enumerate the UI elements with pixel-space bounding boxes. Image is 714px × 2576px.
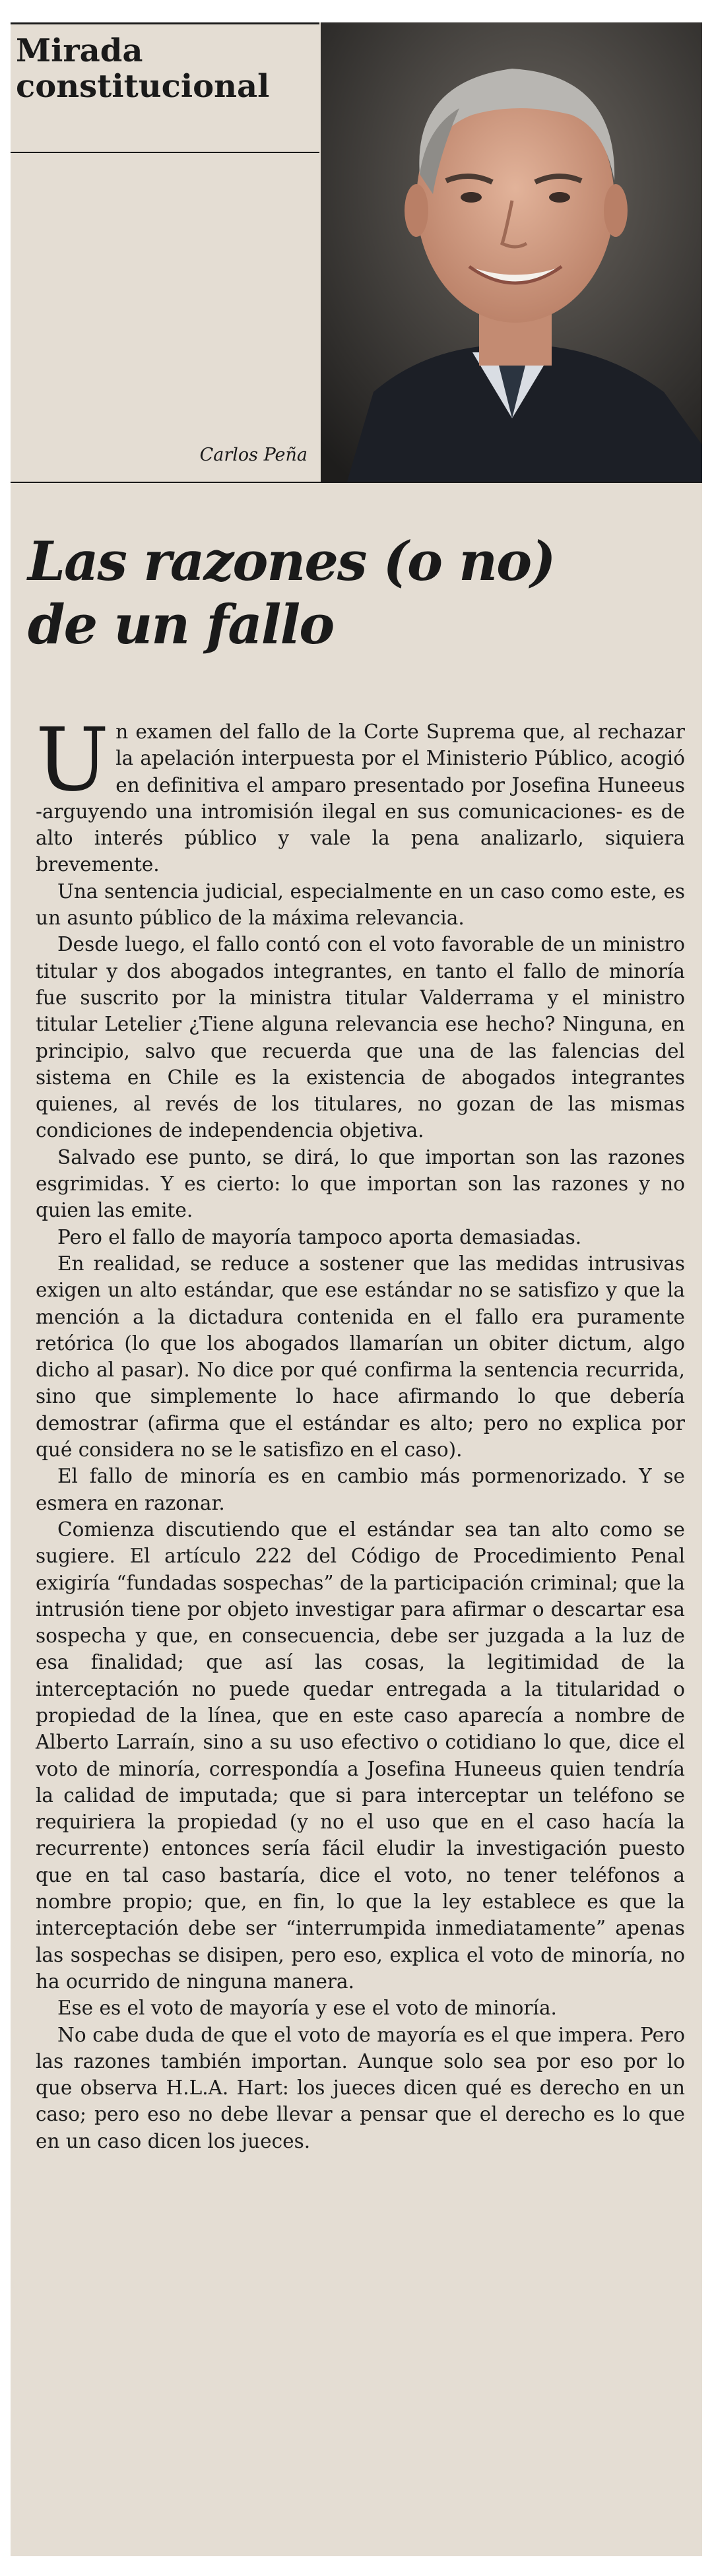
- lead-text: n examen del fallo de la Corte Suprema que, al rechazar la apelación interpuesta por el Ministerio Público, acogió en definitiva el amparo presentado por Josefina Huneeus -arguyendo una intromisión ilegal en sus comunicaciones- es de alto interés público y vale la pena analizarlo, siquiera brevemente.: [36, 721, 685, 876]
- author-photo: [321, 22, 702, 482]
- column-panel: [11, 22, 702, 2556]
- body-paragraph: En realidad, se reduce a sostener que las medidas intrusivas exigen un alto estándar, que ese estándar no se satisfizo y que la mención a la dictadura contenida en el fallo era puramente retórica (lo que los abogados llamarían un obiter dictum, algo dicho al pasar). No dice por qué confirma la sentencia recurrida, sino que simplemente lo hace afirmando lo que debería demostrar (afirma que el estándar es alto; pero no explica por qué considera no se le satisfizo en el caso).: [36, 1252, 685, 1462]
- section-label: Mirada constitucional: [16, 32, 270, 105]
- body-paragraph: Salvado ese punto, se dirá, lo que importan son las razones esgrimidas. Y es cierto: lo que importan son las razones y no quien las emite.: [36, 1145, 685, 1222]
- body-paragraph: El fallo de minoría es en cambio más pormenorizado. Y se esmera en razonar.: [36, 1465, 685, 1514]
- body-paragraph: Desde luego, el fallo contó con el voto favorable de un ministro titular y dos abogados integrantes, en tanto el fallo de minoría fue suscrito por la ministra titular Valderrama y el ministro titular Letelier ¿Tiene alguna relevancia ese hecho? Ninguna, en principio, salvo que recuerda que una de las falencias del sistema en Chile es la existencia de abogados integrantes quienes, al revés de los titulares, no gozan de las mismas condiciones de independencia objetiva.: [36, 933, 685, 1142]
- body-paragraph: Pero el fallo de mayoría tampoco aporta demasiadas.: [57, 1225, 582, 1248]
- author-byline: Carlos Peña: [199, 445, 308, 465]
- headline-line-2: de un fallo: [28, 594, 334, 657]
- article-body: [36, 709, 685, 2154]
- header-rule: [11, 22, 319, 24]
- drop-cap: U: [36, 709, 110, 811]
- body-paragraph: No cabe duda de que el voto de mayoría es el que impera. Pero las razones también importan. Aunque solo sea por eso por lo que observa H.L.A. Hart: los jueces dicen qué es derecho en un caso; pero eso no debe llevar a pensar que el derecho es lo que en un caso dicen los jueces.: [36, 2023, 685, 2152]
- header-divider: [11, 482, 702, 483]
- body-paragraph: Una sentencia judicial, especialmente en un caso como este, es un asunto público de la máxima relevancia.: [36, 880, 685, 930]
- section-rule: [11, 152, 319, 153]
- body-paragraph: Comienza discutiendo que el estándar sea tan alto como se sugiere. El artículo 222 del Código de Procedimiento Penal exigiría “fundadas sospechas” de la participación criminal; que la intrusión tiene por objeto investigar para afirmar o descartar esa sospecha y que, en consecuencia, debe ser juzgada a la luz de esa finalidad; que así las cosas, la legitimidad de la interceptación no puede quedar entregada a la titularidad o propiedad de la línea, que en este caso aparecía a nombre de Alberto Larraín, sino a su uso efectivo o cotidiano lo que, dice el voto de minoría, correspondía a Josefina Huneeus quien tendría la calidad de imputada; que si para interceptar un teléfono se requiriera la propiedad (y no el uso que en el caso hacía la recurrente) entonces sería fácil eludir la investigación puesto que en tal caso bastaría, dice el voto, no tener teléfonos a nombre propio; que, en fin, lo que la ley establece es que la interceptación debe ser “interrumpida inmediatamente” apenas las sospechas se disipen, pero eso, explica el voto de minoría, no ha ocurrido de ninguna manera.: [36, 1518, 685, 1993]
- body-paragraph: Ese es el voto de mayoría y ese el voto de minoría.: [57, 1997, 557, 2020]
- headline: [28, 531, 688, 657]
- lead-paragraph: [36, 709, 685, 878]
- headline-line-1: Las razones (o no): [28, 531, 555, 593]
